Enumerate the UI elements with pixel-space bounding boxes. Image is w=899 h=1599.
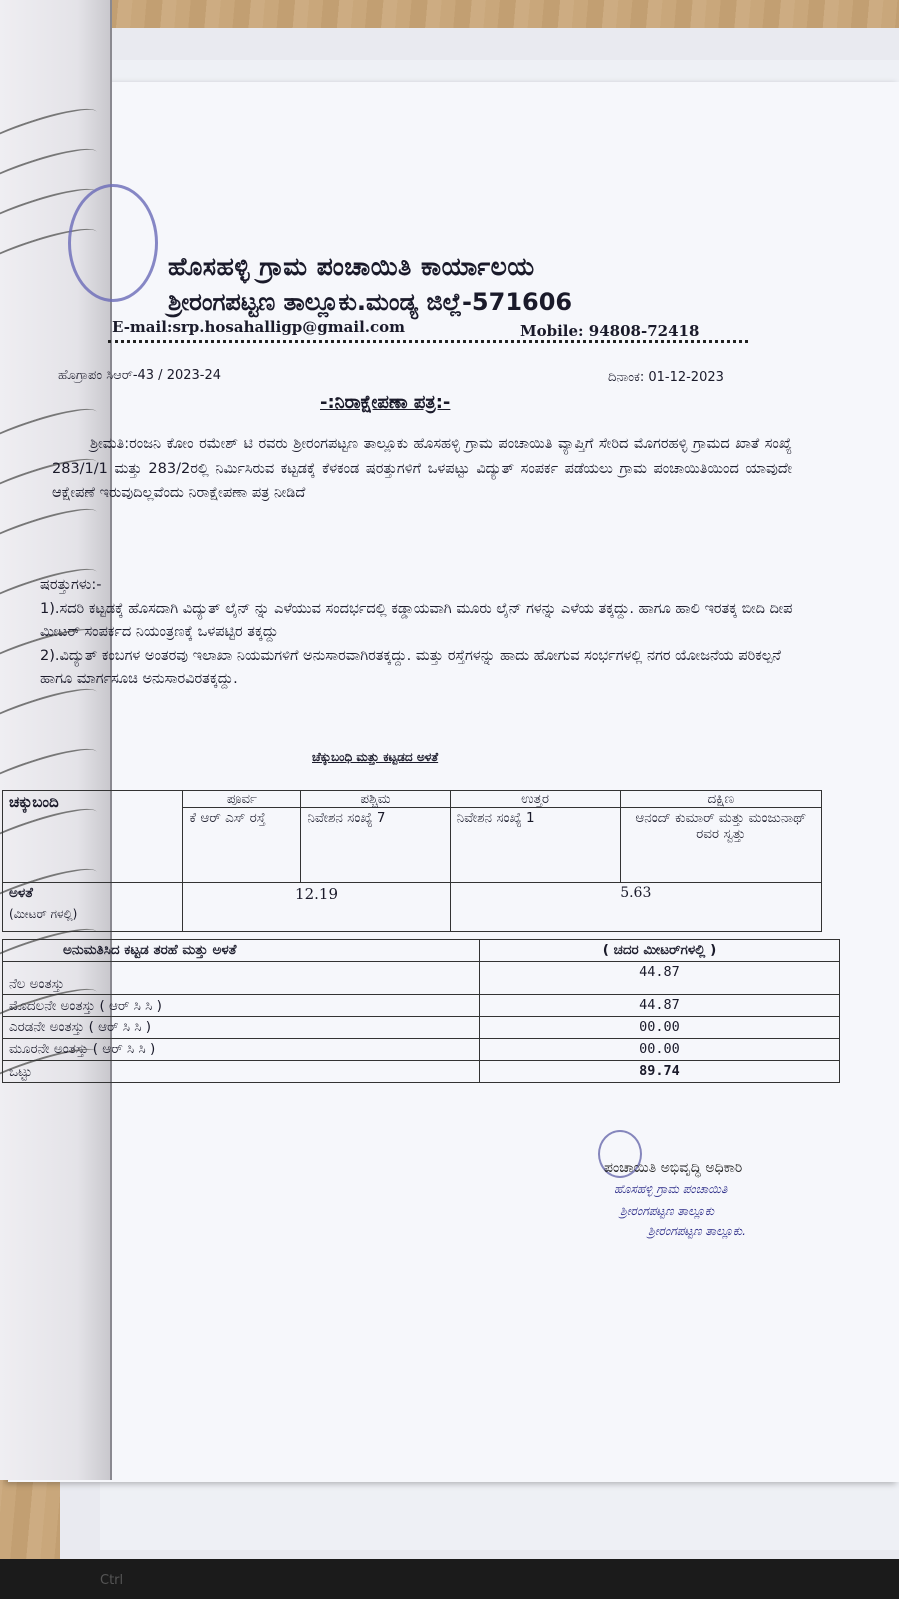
officer-signature-block xyxy=(598,1130,888,1250)
table-row xyxy=(3,962,840,995)
email-line: E-mail:srp.hosahalligp@gmail.com xyxy=(112,318,405,336)
office-name: ಹೊಸಹಳ್ಳಿ ಗ್ರಾಮ ಪಂಚಾಯಿತಿ ಕಾರ್ಯಾಲಯ xyxy=(168,252,535,281)
floor-value: 00.00 xyxy=(480,1017,840,1039)
measure-label-cell xyxy=(3,883,183,932)
boundary-table xyxy=(2,790,822,932)
table-row xyxy=(3,1061,840,1083)
signature-designation: ಪಂಚಾಯಿತಿ ಅಭಿವೃದ್ಧಿ ಅಧಿಕಾರಿ xyxy=(604,1160,743,1176)
letter-title: -:ನಿರಾಕ್ಷೇಪಣಾ ಪತ್ರ:- xyxy=(320,392,451,413)
header-north: ಉತ್ತರ xyxy=(450,791,620,808)
conditions-section xyxy=(40,574,810,692)
conditions-heading: ಷರತ್ತುಗಳು:- xyxy=(40,577,102,593)
total-value: 89.74 xyxy=(480,1061,840,1083)
area-heading: ಅನುಮತಿಸಿದ ಕಟ್ಟಡ ತರಹೆ ಮತ್ತು ಅಳತೆ xyxy=(3,940,480,962)
west-value: ನಿವೇಶನ ಸಂಖ್ಯೆ 7 xyxy=(301,808,450,883)
table-title: ಚೆಕ್ಕುಬಂಧಿ ಮತ್ತು ಕಟ್ಟಡದ ಅಳತೆ xyxy=(312,750,439,764)
floor-label: ನೆಲ ಅಂತಸ್ತು xyxy=(3,962,480,995)
floor-label: ಮೊದಲನೇ ಅಂತಸ್ತು ( ಆರ್ ಸಿ ಸಿ ) xyxy=(3,995,480,1017)
area-unit: ( ಚದರ ಮೀಟರ್‌ಗಳಲ್ಲಿ ) xyxy=(480,940,840,962)
measure-label: ಅಳತೆ xyxy=(9,885,33,901)
area-table xyxy=(2,939,840,1083)
condition-item: 2).ವಿದ್ಯುತ್ ಕಂಬಗಳ ಅಂತರವು ಇಲಾಖಾ ನಿಯಮಗಳಿಗೆ ಅನುಸಾರವಾಗಿರತಕ್ಕದ್ದು. ಮತ್ತು ರಸ್ತೆಗಳನ್ನು ಹಾದು ಹೋಗುವ ಸಂರ್ಭಗಳಲ್ಲಿ ನಗರ ಯೋಜನೆಯ ಪರಿಕಲ್ಪನೆ ಹಾಗೂ ಮಾರ್ಗಸೂಚಿ ಅನುಸಾರವಿರತಕ್ಕದ್ದು. xyxy=(40,647,781,687)
header-east: ಪೂರ್ವ xyxy=(183,791,301,808)
east-value: ಕೆ ಆರ್ ಎಸ್ ರಸ್ತೆ xyxy=(183,808,301,883)
floor-label: ಮೂರನೇ ಅಂತಸ್ತು ( ಆರ್ ಸಿ ಸಿ ) xyxy=(3,1039,480,1061)
letterhead-divider xyxy=(108,340,748,343)
mobile-line: Mobile: 94808-72418 xyxy=(520,322,700,340)
header-south: ದಕ್ಷಿಣ xyxy=(620,791,821,808)
signature-taluk: ಶ್ರೀರಂಗಪಟ್ಟಣ ತಾಲ್ಲೂಕು xyxy=(620,1204,715,1218)
condition-item: 1).ಸದರಿ ಕಟ್ಟಡಕ್ಕೆ ಹೊಸದಾಗಿ ವಿದ್ಯುತ್ ಲೈನ್ ನ್ನು ಎಳೆಯುವ ಸಂದರ್ಭದಲ್ಲಿ ಕಡ್ಡಾಯವಾಗಿ ಮೂರು ಲೈನ್ ಗಳನ್ನು ಎಳೆಯ ತಕ್ಕದ್ದು. ಹಾಗೂ ಹಾಲಿ ಇರತಕ್ಕ ಬೀದಿ ದೀಪ ಮೀಟರ್ ಸಂಪರ್ಕದ ನಿಯಂತ್ರಣಕ್ಕೆ ಒಳಪಟ್ಟಿರ ತಕ್ಕದ್ದು xyxy=(40,600,793,640)
signature-panchayat: ಹೊಸಹಳ್ಳಿ ಗ್ರಾಮ ಪಂಚಾಯಿತಿ xyxy=(614,1182,728,1196)
north-south-length: 5.63 xyxy=(450,883,821,932)
north-value: ನಿವೇಶನ ಸಂಖ್ಯೆ 1 xyxy=(450,808,620,883)
table-row xyxy=(3,1039,840,1061)
office-seal-stamp xyxy=(68,184,158,302)
table-row xyxy=(3,995,840,1017)
letter-date: ದಿನಾಂಕ: 01-12-2023 xyxy=(608,370,724,385)
floor-label: ಎರಡನೇ ಅಂತಸ್ತು ( ಆರ್ ಸಿ ಸಿ ) xyxy=(3,1017,480,1039)
table-row xyxy=(3,1017,840,1039)
floor-value: 44.87 xyxy=(480,995,840,1017)
total-label: ಒಟ್ಟು xyxy=(3,1061,480,1083)
south-value: ಆನಂದ್ ಕುಮಾರ್ ಮತ್ತು ಮಂಜುನಾಥ್ ರವರ ಸ್ವತ್ತು xyxy=(620,808,821,883)
floor-value: 00.00 xyxy=(480,1039,840,1061)
east-west-length: 12.19 xyxy=(183,883,450,932)
body-paragraph: ಶ್ರೀಮತಿ:ರಂಜನಿ ಕೋಂ ರಮೇಶ್ ಟಿ ರವರು ಶ್ರೀರಂಗಪಟ್ಟಣ ತಾಲ್ಲೂಕು ಹೊಸಹಳ್ಳಿ ಗ್ರಾಮ ಪಂಚಾಯಿತಿ ವ್ಯಾಪ್ತಿಗೆ ಸೇರಿದ ಮೊಗರಹಳ್ಳಿ ಗ್ರಾಮದ ಖಾತೆ ಸಂಖ್ಯೆ 283/1/1 ಮತ್ತು 283/2ರಲ್ಲಿ ನಿರ್ಮಿಸಿರುವ ಕಟ್ಟಡಕ್ಕೆ ಕೆಳಕಂಡ ಷರತ್ತುಗಳಿಗೆ ಒಳಪಟ್ಟು ವಿದ್ಯುತ್ ಸಂಪರ್ಕ ಪಡೆಯಲು ಗ್ರಾಮ ಪಂಚಾಯಿತಿಯಿಂದ ಯಾವುದೇ ಆಕ್ಷೇಪಣೆ ಇರುವುದಿಲ್ಲವೆಂದು ನಿರಾಕ್ಷೇಪಣಾ ಪತ್ರ ನೀಡಿದೆ xyxy=(52,436,792,501)
signature-taluk-2: ಶ್ರೀರಂಗಪಟ್ಟಣ ತಾಲ್ಲೂಕು. xyxy=(648,1224,746,1238)
measure-unit: (ಮೀಟರ್ ಗಳಲ್ಲಿ) xyxy=(9,907,78,921)
floor-value: 44.87 xyxy=(480,962,840,995)
header-west: ಪಶ್ಚಿಮ xyxy=(301,791,450,808)
reference-number: ಹೊಗ್ರಾಪಂ ಸಿಆರ್-43 / 2023-24 xyxy=(58,368,222,383)
ctrl-key-label: Ctrl xyxy=(100,1573,124,1588)
office-address: ಶ್ರೀರಂಗಪಟ್ಟಣ ತಾಲ್ಲೂಕು.ಮಂಡ್ಯ ಜಿಲ್ಲೆ-571606 xyxy=(168,288,573,316)
keyboard-edge xyxy=(0,1559,899,1599)
boundary-row-header: ಚಕ್ಕುಬಂದಿ xyxy=(3,791,183,883)
